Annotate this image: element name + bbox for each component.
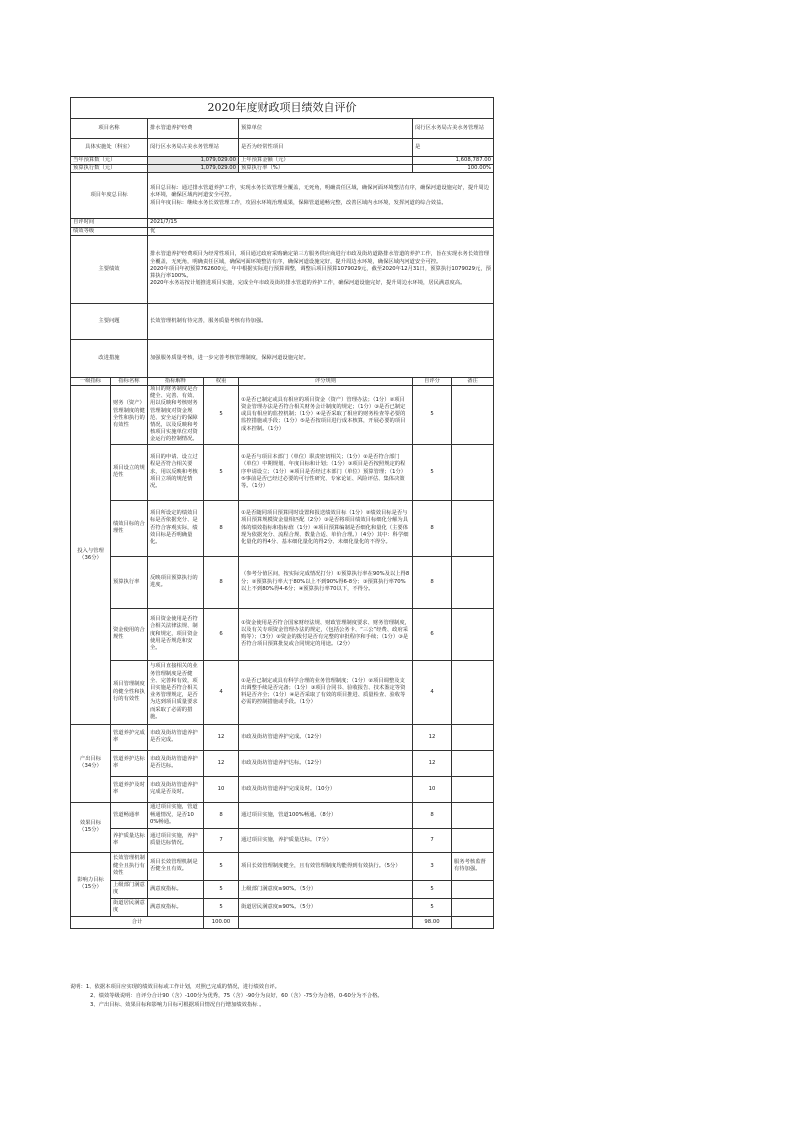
indicator-weight: 12 [204, 750, 239, 776]
indicator-score: 6 [413, 608, 452, 660]
header-indicator: 指标名称 [111, 377, 148, 385]
indicator-row [71, 386, 494, 445]
budget-value: 1,079,029.00 [148, 157, 239, 165]
indicator-name: 资金使用的合规性 [111, 608, 148, 660]
indicator-score: 8 [413, 556, 452, 608]
indicator-explain: 满意度指标。 [148, 898, 204, 916]
total-score: 98.00 [413, 916, 452, 928]
indicator-score: 8 [413, 802, 452, 828]
exec-value: 1,079,029.00 [148, 165, 239, 173]
dept-label: 具体实施处（科室） [71, 139, 148, 157]
indicator-rule: ①是否已制定或具有相应的项目资金（资产）管理办法；（1分）②项目资金管理办法是否符合相关财务会计制度的规定；（1分）③是否已制定或具有相应的监控机制；（1分）④是否采取了相应的财务检查等必要的监控措施或手段；（1分）⑤是否按项目进行成本核算，开展必要的项目成本控制。（1分） [239, 386, 413, 445]
indicator-rule: 通过项目实施，养护质量达标。（7分） [239, 828, 413, 852]
indicator-weight: 8 [204, 802, 239, 828]
indicator-name: 管道畅通率 [111, 802, 148, 828]
note-1: 说明：1、依据本项目应实现的绩效目标或工作计划，对照已完成的情况，进行绩效自评。 [70, 984, 280, 990]
indicator-row [71, 724, 494, 750]
indicator-rule: 上级部门满意度≥90%。（5分） [239, 880, 413, 898]
indicator-weight: 12 [204, 724, 239, 750]
indicator-name: 预算执行率 [111, 556, 148, 608]
indicator-remark [452, 880, 494, 898]
performance-text [148, 235, 494, 303]
self-time-value: 2021/7/15 [148, 219, 494, 227]
indicator-remark [452, 444, 494, 500]
indicator-rule: 市政及街坊管道养护完成及时。（10分） [239, 776, 413, 802]
indicator-score: 5 [413, 880, 452, 898]
indicator-explain: 市政及街坊管道养护是否完成。 [148, 724, 204, 750]
indicator-score: 10 [413, 776, 452, 802]
indicator-rule: ①是否随同项目预算同时设置和报送绩效目标（1分）②绩效目标是否与项目预算规模资金量相匹配（2分）③是否将项目绩效目标细化分解为具体的绩效指标和指标值（1分）④项目预算编制是否细化和量化（主要体现为依据充分、流程合规、数量合适、单价合理。）（4分）其中：科学细化量化的得4分、基本细化量化的得2分、未细化量化的不得分。 [239, 500, 413, 556]
indicator-remark [452, 898, 494, 916]
header-rule: 评分规则 [239, 377, 413, 385]
rate-value: 100.00% [413, 165, 494, 173]
indicator-remark [452, 776, 494, 802]
indicator-weight: 6 [204, 608, 239, 660]
performance-p1: 排水管道养护经费项目为经常性项目，项目通过政府采购确定第三方服务供应商进行市政及街坊道路排水管道的养护工作，旨在实现水务长效管理全覆盖，无死角，明确责任区域，确保河面环境整洁有序，确保河道设施完好，提升周边水环境，确保区域内河道安全可控。 [150, 251, 490, 265]
indicator-row [71, 776, 494, 802]
indicator-name: 绩效目标的合理性 [111, 500, 148, 556]
rate-label: 预算执行率（%） [239, 165, 413, 173]
indicator-name: 养护质量达标率 [111, 828, 148, 852]
indicator-name: 上级部门满意度 [111, 880, 148, 898]
indicator-weight: 4 [204, 660, 239, 724]
indicator-score: 8 [413, 500, 452, 556]
evaluation-sheet [70, 97, 493, 929]
self-time-label: 自评时间 [71, 219, 148, 227]
goal-overall: 项目总目标：通过排水管道养护工作，实现水务长效管理全覆盖，无死角，明确责任区域，确保河面环境整洁有序，确保河道设施完好，提升周边水环境，确保区域内河道安全可控。 [150, 185, 490, 199]
indicator-score: 12 [413, 724, 452, 750]
indicator-score: 3 [413, 852, 452, 880]
header-score: 自评分 [413, 377, 452, 385]
performance-label: 主要绩效 [71, 235, 148, 303]
issues-text: 长效管理机制有待完善，服务质量考核有待加强。 [148, 303, 494, 339]
group-name: 效果目标 （15分） [71, 802, 111, 852]
recurring-label: 是否为经常性项目 [239, 139, 413, 157]
group-name: 影响力目标 （15分） [71, 852, 111, 916]
total-row [71, 916, 494, 928]
indicator-row [71, 828, 494, 852]
indicator-rule: ①资金使用是否符合国家财经法规、财政管理制度要求、财务管理制度，以及有关专项资金管理办法的规定，（包括公务卡、“三公”经费、政府采购等）；（3分）②资金的拨付是否有完整的审批程序和手续；（1分）③是否符合项目预算批复或合同规定的用途。（2分） [239, 608, 413, 660]
indicator-explain: 与项目直接相关的业务管理制度是否健全、完善和有效，项目实施是否符合相关业务管理规定，是否为达到项目质量要求而采取了必需的措施。 [148, 660, 204, 724]
indicator-row [71, 444, 494, 500]
total-label: 合计 [71, 916, 204, 928]
indicator-remark [452, 828, 494, 852]
last-budget-value: 1,608,787.00 [413, 157, 494, 165]
indicator-explain: 通过项目实施，管道畅通情况，是否100%畅通。 [148, 802, 204, 828]
indicator-rule: （参考分值区间，按实际完成情况打分）①预算执行率在90%及以上得8分；②预算执行率大于80%以上不到90%得6-8分；③预算执行率70%以上不到80%得4-6分；④预算执行率70以下，不得分。 [239, 556, 413, 608]
indicator-explain: 项目的财务制度是否健全、完善、有效、用以反映和考核财务管理制度对资金规范、安全运行的保障情况，以及反映和考核项目实施单位对资金运行的控制情况。 [148, 386, 204, 445]
indicator-row [71, 852, 494, 880]
indicator-name: 项目管理制度的健全性和执行的有效性 [111, 660, 148, 724]
indicator-body [71, 386, 494, 917]
indicator-score: 5 [413, 898, 452, 916]
grade-value: 优 [148, 227, 494, 235]
header-weight: 权重 [204, 377, 239, 385]
indicator-row [71, 660, 494, 724]
indicator-explain: 反映项目预算执行的进度。 [148, 556, 204, 608]
indicator-weight: 8 [204, 500, 239, 556]
performance-p3: 2020年水务站按计划推进项目实施，完成全年市政及街坊排水管道的养护工作，确保河道设施完好，提升周边水环境，居民满意度高。 [150, 280, 466, 287]
evaluation-table [70, 97, 494, 929]
indicator-score: 12 [413, 750, 452, 776]
indicator-explain: 项目长效管理机制是否健全且有效。 [148, 852, 204, 880]
indicator-rule: ①是否已制定或具有科学合理的业务管理制度；（1分）②项目调整及支出调整手续是否完备；（1分）③项目合同书、验收报告、技术鉴定等资料是否齐全；（1分）④是否采取了有效的项目推进、质量检查、验收等必需的控制措施或手段。（1分） [239, 660, 413, 724]
issues-label: 主要问题 [71, 303, 148, 339]
indicator-explain: 项目资金使用是否符合相关法律法规、制度和规定，项目资金使用是否规范和安全。 [148, 608, 204, 660]
project-name-value: 排水管道养护经费 [148, 119, 239, 139]
indicator-rule: 街道居民满意度≥90%。（5分） [239, 898, 413, 916]
goal-text [148, 173, 494, 219]
total-weight: 100.00 [204, 916, 239, 928]
indicator-row [71, 500, 494, 556]
indicator-explain: 项目的申请、设立过程是否符合相关要求，用以反映和考核项目立项的规范情况。 [148, 444, 204, 500]
indicator-rule: 项目长效管理制度健全，且有效管理制度均能得到有效执行。（5分） [239, 852, 413, 880]
indicator-rule: ①是否与项目本部门（单位）职责密切相关；（1分）②是否符合部门（单位）中期规划、年度目标和计划；（1分）③项目是否按照规定的程序申请设立；（1分）④项目是否经过本部门（单位）预算管理；（1分）⑤事前是否已经过必要的可行性研究、专家论证、风险评估、集体决策等。（1分） [239, 444, 413, 500]
budget-unit-label: 预算单位 [239, 119, 413, 139]
indicator-explain: 项目所设定的绩效目标是否依据充分、是否符合客观实际，绩效目标是否明确量化。 [148, 500, 204, 556]
group-name: 投入与管理 （36分） [71, 386, 111, 725]
indicator-name: 长效管理机制健全且执行有效性 [111, 852, 148, 880]
indicator-remark [452, 724, 494, 750]
measures-text: 加强服务质量考核，进一步完善考核管理制度，保障河道设施完好。 [148, 339, 494, 377]
indicator-name: 项目设立的规范性 [111, 444, 148, 500]
indicator-weight: 8 [204, 556, 239, 608]
note-3: 3、产出目标、效果目标和影响力目标可根据项目情况自行增加绩效指标 。 [90, 1002, 265, 1008]
indicator-remark [452, 556, 494, 608]
indicator-name: 街道居民满意度 [111, 898, 148, 916]
indicator-explain: 通过项目实施，养护质量达标情况。 [148, 828, 204, 852]
goal-annual: 项目年度目标：继续水务长效管理工作，攻固水环境治理成果，保障管道通畅完整，改善区域内水环境，发挥河道的综合效益。 [150, 199, 447, 206]
project-name-label: 项目名称 [71, 119, 148, 139]
indicator-rule: 市政及街坊管道养护完成。（12分） [239, 724, 413, 750]
indicator-score: 5 [413, 386, 452, 445]
dept-value: 闵行区水务局古美水务管理站 [148, 139, 239, 157]
indicator-rule: 市政及街坊管道养护达标。（12分） [239, 750, 413, 776]
indicator-name: 财务（资产）管理制度的健全性和执行的有效性 [111, 386, 148, 445]
indicator-remark [452, 608, 494, 660]
indicator-name: 管道养护达标率 [111, 750, 148, 776]
budget-unit-value: 闵行区水务局古美水务管理站 [413, 119, 494, 139]
performance-p2: 2020年项目年初预算762600元，年中根据实际进行预算调整，调整后项目预算1079029元，截至2020年12月31日，预算执行1079029元，预算执行率100%。 [150, 265, 491, 279]
indicator-weight: 7 [204, 828, 239, 852]
indicator-header-row [71, 377, 494, 385]
header-explain: 指标解释 [148, 377, 204, 385]
indicator-name: 管道养护及时率 [111, 776, 148, 802]
total-remark-empty [452, 916, 494, 928]
indicator-row [71, 802, 494, 828]
last-budget-label: 上年预算金额（元） [239, 157, 413, 165]
indicator-score: 7 [413, 828, 452, 852]
recurring-value: 是 [413, 139, 494, 157]
indicator-rule: 通过项目实施，管道100%畅通。（8分） [239, 802, 413, 828]
indicator-score: 5 [413, 444, 452, 500]
indicator-remark: 服务考核监督有待加强。 [452, 852, 494, 880]
indicator-name: 管道养护完成率 [111, 724, 148, 750]
indicator-weight: 5 [204, 880, 239, 898]
indicator-weight: 10 [204, 776, 239, 802]
indicator-row [71, 898, 494, 916]
header-remark: 备注 [452, 377, 494, 385]
indicator-explain: 市政及街坊管道养护完成是否及时。 [148, 776, 204, 802]
indicator-weight: 5 [204, 852, 239, 880]
indicator-row [71, 556, 494, 608]
indicator-remark [452, 750, 494, 776]
indicator-weight: 5 [204, 444, 239, 500]
header-level1: 一级指标 [71, 377, 111, 385]
total-rule-empty [239, 916, 413, 928]
goal-label: 项目年度总目标 [71, 173, 148, 219]
note-2: 2、绩效等级说明：自评分合计90（含）-100分为优秀，75（含）-90分为良好，60（含）-75分为合格，0-60分为不合格。 [90, 993, 383, 999]
measures-label: 改进措施 [71, 339, 148, 377]
indicator-weight: 5 [204, 898, 239, 916]
budget-label: 当年预算数（元） [71, 157, 148, 165]
indicator-remark [452, 386, 494, 445]
indicator-row [71, 608, 494, 660]
indicator-remark [452, 802, 494, 828]
indicator-row [71, 880, 494, 898]
indicator-row [71, 750, 494, 776]
group-name: 产出目标 （34分） [71, 724, 111, 802]
indicator-explain: 满意度指标。 [148, 880, 204, 898]
indicator-explain: 市政及街坊管道养护是否达标。 [148, 750, 204, 776]
indicator-score: 4 [413, 660, 452, 724]
grade-label: 绩效等级 [71, 227, 148, 235]
indicator-remark [452, 500, 494, 556]
indicator-weight: 5 [204, 386, 239, 445]
notes [70, 983, 493, 1010]
indicator-remark [452, 660, 494, 724]
page-title: 2020年度财政项目绩效自评价 [71, 98, 494, 119]
exec-label: 预算执行数（元） [71, 165, 148, 173]
